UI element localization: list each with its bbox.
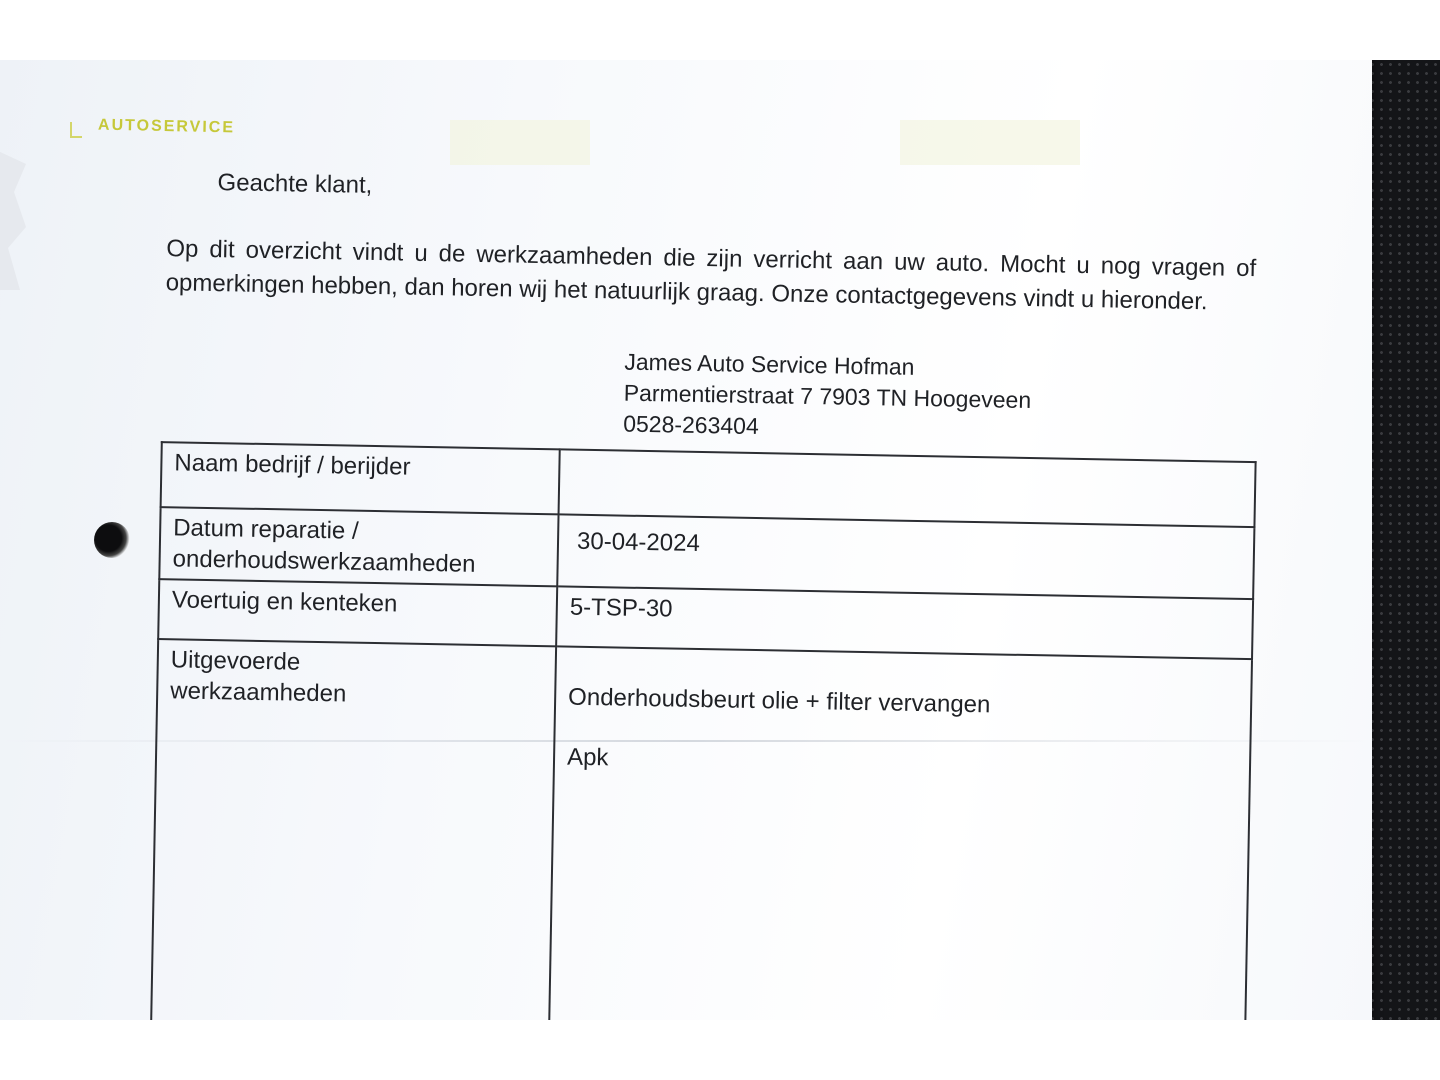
table-row	[149, 639, 1252, 1020]
contact-block	[623, 347, 1032, 447]
letter-content	[0, 60, 1440, 1020]
row-label-line: onderhoudswerkzaamheden	[172, 545, 476, 578]
row-label	[159, 507, 558, 586]
list-item: Onderhoudsbeurt olie + filter vervangen	[567, 683, 991, 719]
row-label-line: Datum reparatie /	[172, 514, 359, 545]
service-form-table	[148, 441, 1257, 1020]
row-label-line: werkzaamheden	[169, 677, 347, 708]
row-value	[557, 514, 1254, 599]
license-plate: 5-TSP-30	[556, 586, 1253, 659]
contact-address: Parmentierstraat 7 7903 TN Hoogeveen	[623, 379, 1032, 414]
contact-company: James Auto Service Hofman	[624, 348, 915, 380]
row-label: Naam bedrijf / berijder	[161, 442, 560, 514]
list-item: Apk	[566, 743, 609, 772]
work-list	[567, 652, 1239, 785]
intro-paragraph: Op dit overzicht vindt u de werkzaamheden die zijn verricht aan uw auto. Mocht u nog vragen of opmerkingen hebben, dan horen wij het natuurlijk graag. Onze contactgegevens vindt u hieronder.	[165, 235, 1257, 316]
row-label-line: Uitgevoerde	[170, 646, 301, 676]
contact-phone: 0528-263404	[622, 410, 760, 440]
greeting: Geachte klant,	[217, 169, 373, 199]
row-label: Voertuig en kenteken	[158, 579, 557, 646]
work-performed	[547, 646, 1252, 1020]
document-photo	[0, 60, 1440, 1020]
repair-date: 30-04-2024	[576, 527, 701, 557]
company-logo: AUTOSERVICE	[97, 116, 236, 137]
row-label	[149, 639, 556, 1020]
